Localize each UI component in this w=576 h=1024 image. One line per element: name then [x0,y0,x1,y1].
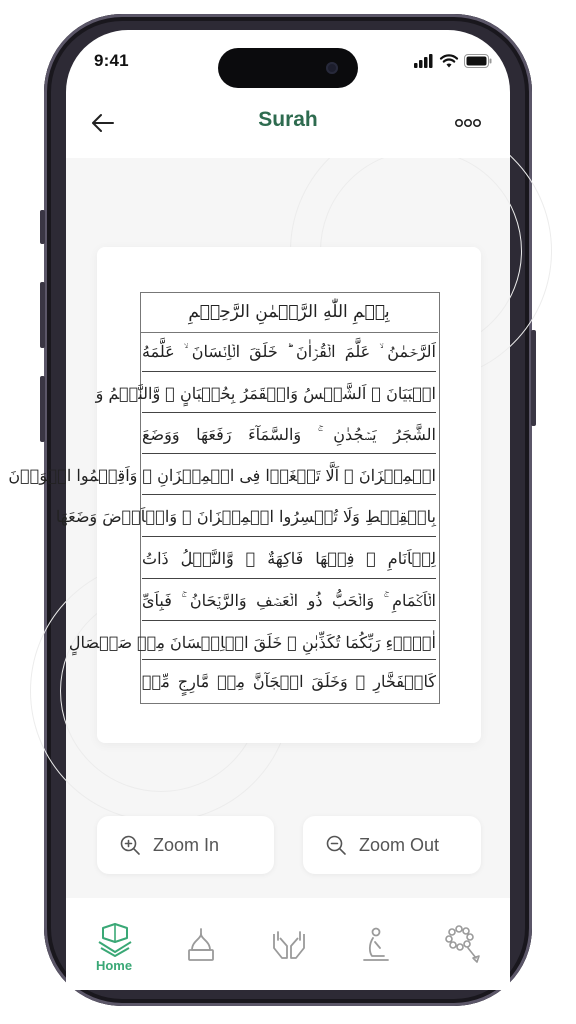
status-time: 9:41 [94,51,129,70]
prayer-beads-icon [444,924,482,964]
zoom-in-icon [119,834,141,856]
mosque-dome-icon [183,926,219,964]
line-rule [142,371,436,372]
arrow-left-icon [88,108,118,138]
silent-switch [40,210,45,244]
basmala: بِسۡمِ اللّٰهِ الرَّحۡمٰنِ الرَّحِيۡمِ [140,292,438,333]
kneeling-prayer-icon [358,926,394,964]
cellular-signal-icon [414,54,434,68]
verse-line: اٰلَاۤءِ رَبِّكُمَا تُكَذِّبٰنِ ۚ خَلَقَ الۡاِنۡسَانَ مِنۡ صَلۡصَالٍ [68,633,436,652]
wifi-icon [440,54,458,68]
verse-line: لِلۡاَنَامِ ۙ فِيۡهَا فَاكِهَةٌ ۙ وَّالنَّخۡلُ ذَاتُ [142,549,436,568]
back-button[interactable] [88,108,118,138]
tab-prayer[interactable] [358,926,398,966]
tab-home[interactable] [95,922,135,962]
verse-line: الۡاَكۡمَامِ ۚ وَالۡحَبُّ ذُو الۡعَصۡفِ وَالرَّيۡحَانُ ۚ فَبِاَىِّ [142,591,436,610]
verse-line: بِالۡقِسۡطِ وَلَا تُخۡسِرُوا الۡمِيۡزَانَ ۚ وَالۡاَرۡضَ وَضَعَهَا [55,507,436,526]
zoom-out-icon [325,834,347,856]
line-rule [142,659,436,660]
tab-tasbih[interactable] [444,924,484,964]
verse-line: الشَّجَرُ يَسۡجُدٰنِ ۚ وَالسَّمَآءَ رَفَعَهَا وَوَضَعَ [142,425,436,444]
front-camera [326,62,338,74]
status-icons [414,52,496,70]
verse-line: اَلرَّحۡمٰنُ ۙ عَلَّمَ الۡقُرۡاٰنَ ؕ خَلَقَ الۡاِنۡسَانَ ۙ عَلَّمَهُ [142,342,436,361]
power-button [531,330,536,426]
line-rule [142,412,436,413]
zoom-in-label: Zoom In [153,834,220,855]
zoom-out-label: Zoom Out [359,834,440,855]
verse-line: الۡبَيَانَ ۚ اَلشَّمۡسُ وَالۡقَمَرُ بِحُسۡبَانٍ ۙ وَّالنَّجۡمُ وَ [95,384,436,403]
line-rule [142,453,436,454]
tab-dua[interactable] [270,926,310,966]
verse-line: الۡمِيۡزَانَ ۙ اَلَّا تَطۡغَوۡا فِى الۡمِيۡزَانِ ۚ وَاَقِيۡمُوا الۡوَزۡنَ [8,466,436,485]
more-options-button[interactable] [452,112,484,134]
zoom-in-button[interactable] [97,816,274,874]
tab-mosque[interactable] [183,926,223,966]
volume-down-button [40,376,45,442]
verse-line: كَالۡفَخَّارِ ۙ وَخَلَقَ الۡجَآنَّ مِنۡ مَّارِجٍ مِّنۡ [142,672,436,691]
line-rule [142,536,436,537]
tab-home-label: Home [95,958,133,973]
line-rule [142,578,436,579]
volume-up-button [40,282,45,348]
quran-book-icon [95,922,135,958]
battery-icon [464,54,492,68]
line-rule [142,620,436,621]
zoom-out-button[interactable] [303,816,481,874]
more-horizontal-icon [452,112,484,134]
line-rule [142,494,436,495]
praying-hands-icon [270,926,308,964]
page-title: Surah [258,108,318,131]
